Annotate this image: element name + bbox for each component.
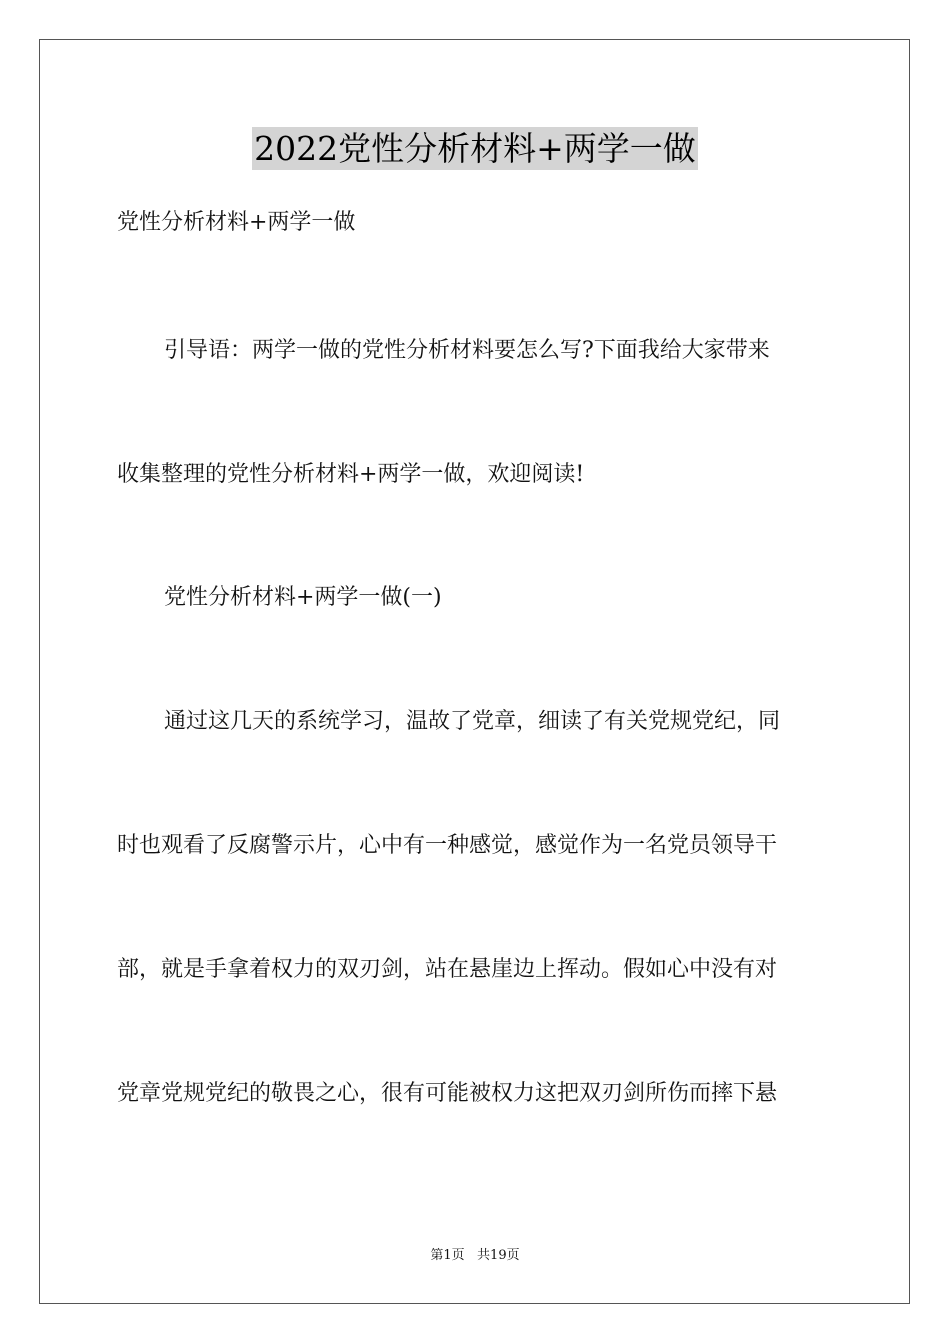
section-heading: 党性分析材料+两学一做(一)	[164, 585, 442, 610]
body-paragraph-line-3: 部，就是手拿着权力的双刃剑，站在悬崖边上挥动。假如心中没有对	[117, 957, 778, 982]
body-paragraph-line-1: 通过这几天的系统学习，温故了党章，细读了有关党规党纪，同	[164, 709, 781, 734]
document-subtitle: 党性分析材料+两学一做	[117, 210, 356, 235]
page-footer: 第1页 共19页	[430, 1248, 520, 1263]
intro-paragraph-line-1: 引导语：两学一做的党性分析材料要怎么写?下面我给大家带来	[164, 338, 770, 363]
intro-paragraph-line-2: 收集整理的党性分析材料+两学一做，欢迎阅读!	[117, 462, 585, 487]
title-container	[0, 127, 950, 170]
body-paragraph-line-4: 党章党规党纪的敬畏之心，很有可能被权力这把双刃剑所伤而摔下悬	[117, 1081, 778, 1106]
body-paragraph-line-2: 时也观看了反腐警示片，心中有一种感觉，感觉作为一名党员领导干	[117, 833, 778, 858]
document-title: 2022党性分析材料+两学一做	[254, 129, 696, 168]
